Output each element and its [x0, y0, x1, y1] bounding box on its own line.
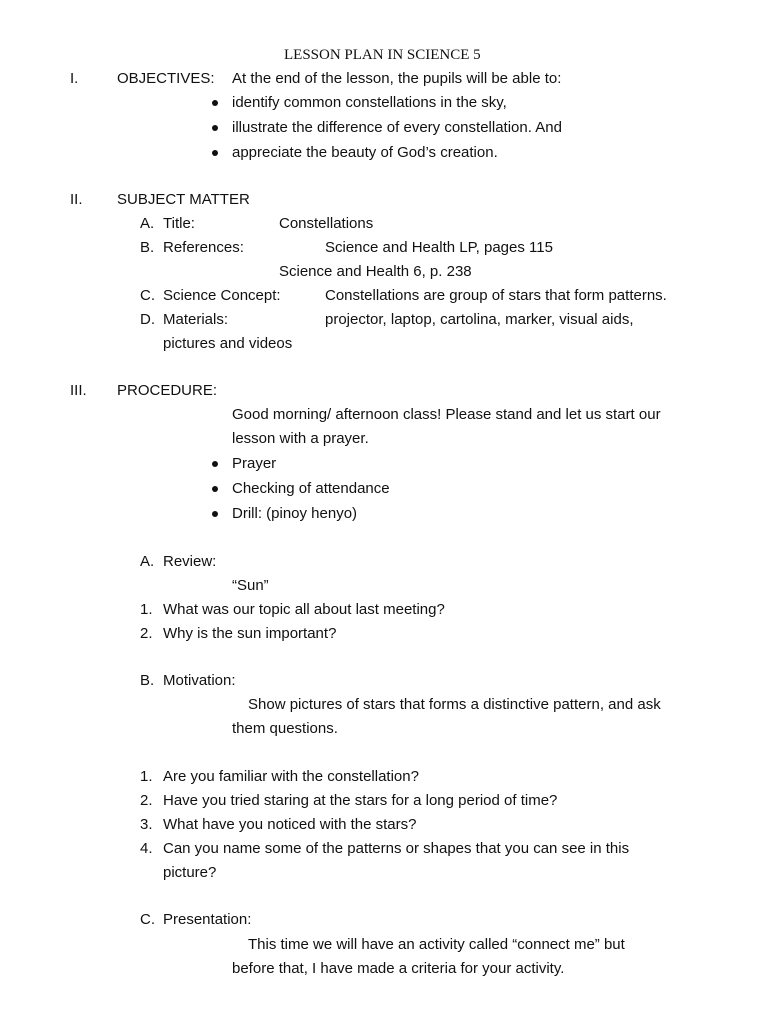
- section-heading-subject-matter: SUBJECT MATTER: [117, 191, 250, 208]
- motivation-question-continued: picture?: [163, 864, 217, 881]
- section-numeral-objectives: I.: [70, 70, 79, 87]
- review-question-number: 2.: [140, 625, 153, 642]
- presentation-text: This time we will have an activity called “connect me” but: [248, 936, 625, 953]
- procedure-bullet-item: Drill: (pinoy henyo): [232, 505, 358, 522]
- objective-item: identify common constellations in the sky,: [232, 94, 507, 111]
- bullet-icon: [212, 100, 218, 106]
- motivation-letter: B.: [140, 672, 155, 689]
- bullet-icon: [212, 150, 218, 156]
- subject-item-letter: D.: [140, 311, 155, 328]
- subject-item-letter: A.: [140, 215, 155, 232]
- motivation-heading: Motivation:: [163, 672, 236, 689]
- procedure-bullet-item: Checking of attendance: [232, 480, 390, 497]
- presentation-text-continued: before that, I have made a criteria for your activity.: [232, 960, 565, 977]
- section-numeral-procedure: III.: [70, 382, 87, 399]
- subject-item-value-continued: pictures and videos: [163, 335, 293, 352]
- bullet-icon: [212, 461, 218, 467]
- procedure-greeting-continued: lesson with a prayer.: [232, 430, 369, 447]
- procedure-greeting: Good morning/ afternoon class! Please stand and let us start our: [232, 406, 661, 423]
- review-question: Why is the sun important?: [163, 625, 337, 642]
- subject-item-value-continued: Science and Health 6, p. 238: [279, 263, 472, 280]
- review-letter: A.: [140, 553, 155, 570]
- subject-item-letter: C.: [140, 287, 155, 304]
- subject-item-value: projector, laptop, cartolina, marker, visual aids,: [325, 311, 634, 328]
- subject-item-label: Materials:: [163, 311, 229, 328]
- motivation-question-number: 3.: [140, 816, 153, 833]
- subject-item-label: Title:: [163, 215, 195, 232]
- review-topic: “Sun”: [232, 577, 269, 594]
- bullet-icon: [212, 125, 218, 131]
- motivation-question-number: 4.: [140, 840, 153, 857]
- section-numeral-subject-matter: II.: [70, 191, 83, 208]
- motivation-question-number: 2.: [140, 792, 153, 809]
- subject-item-value: Constellations are group of stars that form patterns.: [325, 287, 667, 304]
- presentation-letter: C.: [140, 911, 155, 928]
- procedure-bullet-item: Prayer: [232, 455, 277, 472]
- motivation-question: Can you name some of the patterns or shapes that you can see in this: [163, 840, 630, 857]
- page-title: LESSON PLAN IN SCIENCE 5: [284, 47, 481, 63]
- motivation-question: Have you tried staring at the stars for a long period of time?: [163, 792, 558, 809]
- bullet-icon: [212, 486, 218, 492]
- subject-item-label: References:: [163, 239, 244, 256]
- bullet-icon: [212, 511, 218, 517]
- subject-item-label: Science Concept:: [163, 287, 281, 304]
- subject-item-value: Science and Health LP, pages 115: [325, 239, 553, 256]
- presentation-heading: Presentation:: [163, 911, 252, 928]
- objective-item: illustrate the difference of every constellation. And: [232, 119, 562, 136]
- subject-item-letter: B.: [140, 239, 155, 256]
- motivation-text-continued: them questions.: [232, 720, 338, 737]
- review-heading: Review:: [163, 553, 217, 570]
- subject-item-value: Constellations: [279, 215, 374, 232]
- motivation-question-number: 1.: [140, 768, 153, 785]
- section-heading-objectives: OBJECTIVES:: [117, 70, 215, 87]
- motivation-text: Show pictures of stars that forms a distinctive pattern, and ask: [248, 696, 661, 713]
- motivation-question: What have you noticed with the stars?: [163, 816, 417, 833]
- section-heading-procedure: PROCEDURE:: [117, 382, 218, 399]
- objectives-intro: At the end of the lesson, the pupils will be able to:: [232, 70, 562, 87]
- motivation-question: Are you familiar with the constellation?: [163, 768, 419, 785]
- review-question: What was our topic all about last meeting?: [163, 601, 445, 618]
- review-question-number: 1.: [140, 601, 153, 618]
- objective-item: appreciate the beauty of God’s creation.: [232, 144, 498, 161]
